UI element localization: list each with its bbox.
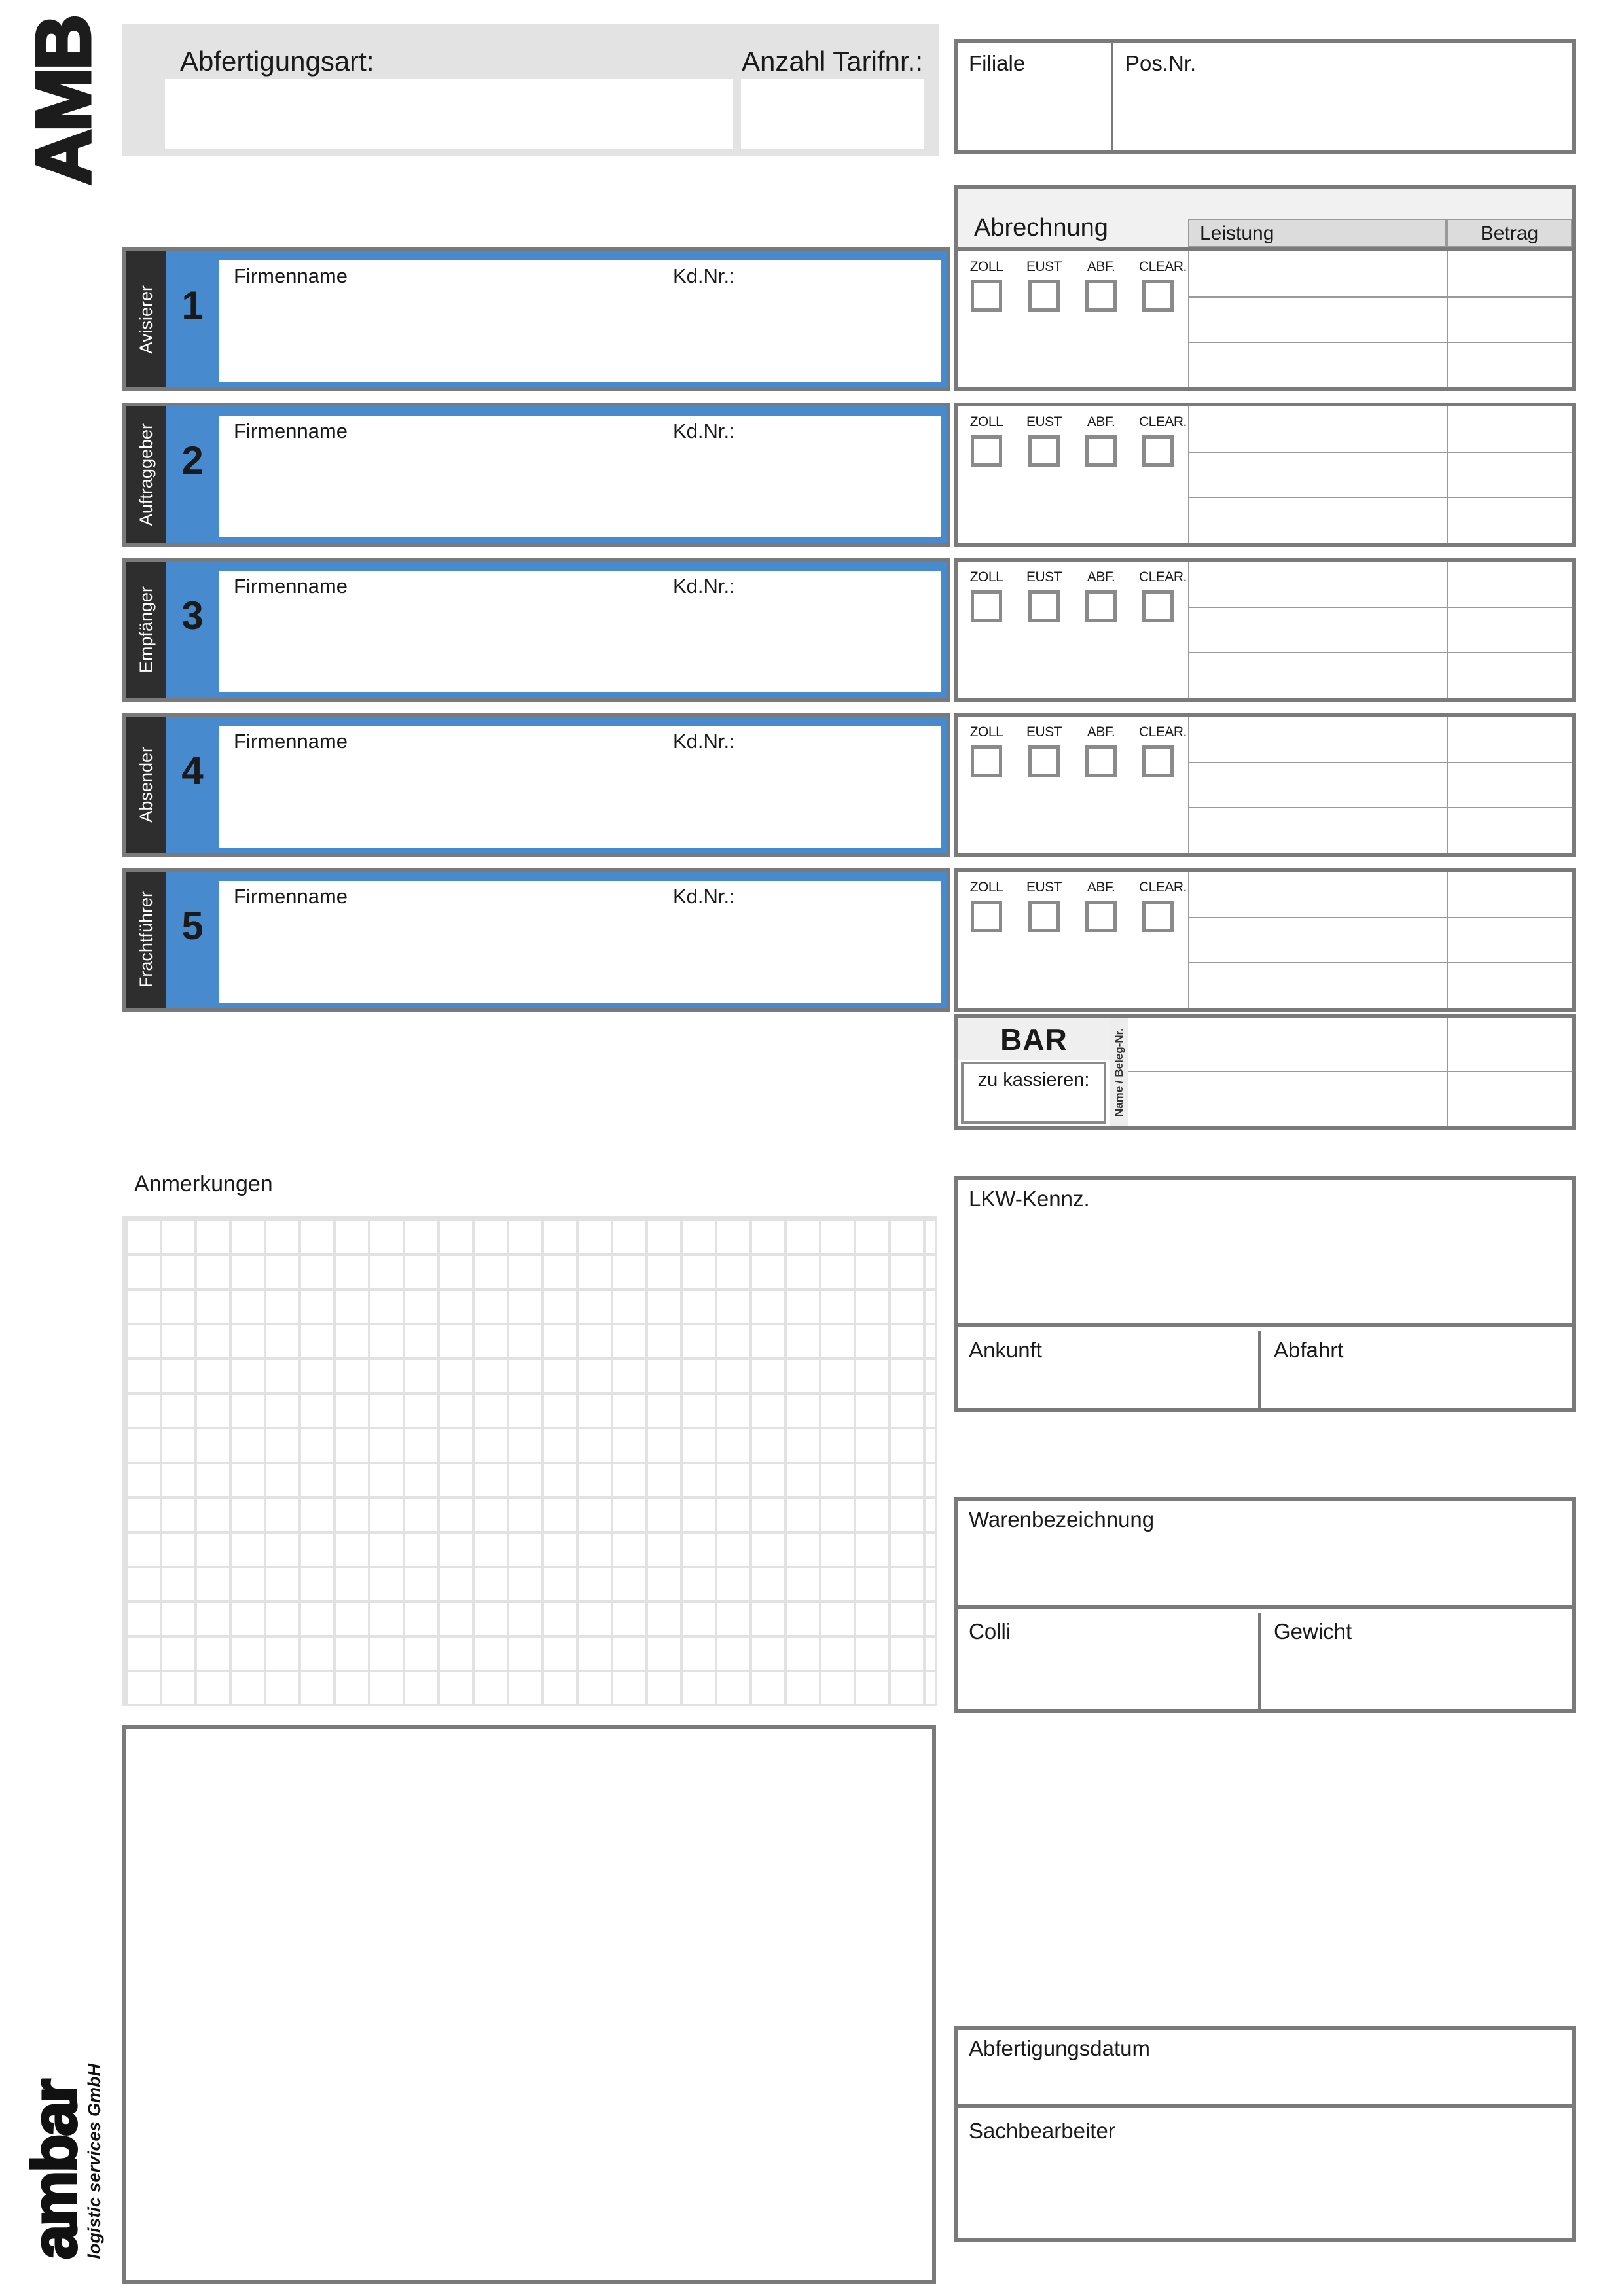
leistung-divider <box>1188 406 1189 543</box>
clear-checkbox[interactable] <box>1142 280 1174 312</box>
eust-label: EUST <box>1026 880 1062 895</box>
notes-box[interactable] <box>122 1725 936 2284</box>
ambar-logo <box>20 1998 105 2259</box>
clear-checkbox[interactable] <box>1142 901 1174 932</box>
abf-label: ABF. <box>1087 414 1115 429</box>
party-address-field[interactable] <box>219 881 941 1003</box>
party-role-label: Empfänger <box>135 586 156 673</box>
eust-checkbox[interactable] <box>1028 901 1060 932</box>
eust-label: EUST <box>1026 569 1062 584</box>
party-role-tab <box>126 406 166 543</box>
party-role-label: Avisierer <box>135 285 156 354</box>
abfahrt-label: Abfahrt <box>1274 1338 1344 1362</box>
abfertigungsdatum-label: Abfertigungsdatum <box>969 2036 1151 2060</box>
anmerkungen-grid[interactable] <box>122 1216 937 1706</box>
kdnr-label: Kd.Nr.: <box>673 420 735 442</box>
party-address-field[interactable] <box>219 571 941 692</box>
anmerkungen-label: Anmerkungen <box>134 1172 273 1196</box>
party-address-field[interactable] <box>219 416 941 537</box>
abrechnung-block-1 <box>954 247 1576 391</box>
abf-checkbox[interactable] <box>1085 745 1117 777</box>
party-row-frachtfuehrer <box>122 868 950 1012</box>
leistung-divider <box>1188 251 1189 387</box>
party-address-field[interactable] <box>219 726 941 848</box>
zoll-label: ZOLL <box>969 880 1003 895</box>
gewicht-field[interactable] <box>1263 1613 1572 1709</box>
clear-label: CLEAR. <box>1139 880 1187 895</box>
party-role-tab <box>126 562 166 698</box>
anzahl-tarifnr-label: Anzahl Tarifnr.: <box>741 46 923 77</box>
abfertigung-section <box>954 2026 1576 2242</box>
party-role-tab <box>126 717 166 853</box>
clear-label: CLEAR. <box>1139 725 1187 740</box>
betrag-column-header: Betrag <box>1447 219 1572 247</box>
clear-checkbox[interactable] <box>1142 435 1174 467</box>
colli-label: Colli <box>969 1619 1011 1643</box>
row-divider <box>1188 807 1572 808</box>
abf-checkbox[interactable] <box>1085 435 1117 467</box>
kdnr-label: Kd.Nr.: <box>673 730 735 753</box>
abf-checkbox[interactable] <box>1085 590 1117 622</box>
party-number: 5 <box>181 904 204 948</box>
party-row-absender <box>122 713 950 857</box>
clear-label: CLEAR. <box>1139 414 1187 429</box>
abf-label: ABF. <box>1087 880 1115 895</box>
leistung-divider <box>1188 562 1189 698</box>
clear-checkbox[interactable] <box>1142 745 1174 777</box>
party-number: 3 <box>181 594 204 637</box>
abf-label: ABF. <box>1087 259 1115 274</box>
abrechnung-title: Abrechnung <box>974 214 1108 242</box>
betrag-divider <box>1447 251 1448 387</box>
ankunft-field[interactable] <box>958 1331 1261 1408</box>
lkw-kennz-label: LKW-Kennz. <box>969 1187 1090 1211</box>
firmenname-label: Firmenname <box>234 420 348 442</box>
party-number: 2 <box>181 439 204 482</box>
zoll-label: ZOLL <box>969 414 1003 429</box>
gewicht-label: Gewicht <box>1274 1619 1352 1643</box>
warenbezeichnung-field[interactable] <box>958 1501 1572 1609</box>
abfertigungsart-input[interactable] <box>165 79 733 149</box>
anzahl-tarifnr-input[interactable] <box>741 79 924 149</box>
party-role-label: Auftraggeber <box>135 423 156 526</box>
party-role-label: Absender <box>135 747 156 823</box>
row-divider <box>1188 497 1572 498</box>
name-beleg-strip <box>1110 1018 1128 1126</box>
abfertigung-panel <box>122 24 939 156</box>
colli-field[interactable] <box>958 1613 1261 1709</box>
eust-label: EUST <box>1026 259 1062 274</box>
zoll-label: ZOLL <box>969 259 1003 274</box>
abf-checkbox[interactable] <box>1085 280 1117 312</box>
row-divider <box>1188 917 1572 918</box>
firmenname-label: Firmenname <box>234 575 348 598</box>
eust-checkbox[interactable] <box>1028 745 1060 777</box>
zoll-checkbox[interactable] <box>971 901 1002 932</box>
lkw-kennz-field[interactable] <box>958 1180 1572 1327</box>
party-role-label: Frachtführer <box>135 891 156 988</box>
zoll-checkbox[interactable] <box>971 745 1002 777</box>
filiale-posnr-box <box>954 39 1576 154</box>
abf-label: ABF. <box>1087 569 1115 584</box>
ankunft-label: Ankunft <box>969 1338 1042 1362</box>
abrechnung-header <box>954 185 1576 251</box>
row-divider <box>1128 1071 1572 1072</box>
posnr-label: Pos.Nr. <box>1125 51 1197 75</box>
betrag-divider <box>1447 406 1448 543</box>
bar-section <box>954 1014 1576 1130</box>
ware-section <box>954 1497 1576 1713</box>
eust-checkbox[interactable] <box>1028 280 1060 312</box>
leistung-divider <box>1188 717 1189 853</box>
clear-checkbox[interactable] <box>1142 590 1174 622</box>
amb-logo-text: AMB <box>20 17 107 185</box>
betrag-divider <box>1447 1018 1448 1126</box>
clear-label: CLEAR. <box>1139 259 1187 274</box>
amb-logo <box>14 17 113 272</box>
zu-kassieren-label: zu kassieren: <box>977 1069 1090 1090</box>
zoll-label: ZOLL <box>969 725 1003 740</box>
leistung-divider <box>1188 872 1189 1008</box>
zoll-label: ZOLL <box>969 569 1003 584</box>
eust-label: EUST <box>1026 414 1062 429</box>
zoll-checkbox[interactable] <box>971 435 1002 467</box>
abfertigungsdatum-field[interactable] <box>958 2030 1572 2108</box>
betrag-divider <box>1447 872 1448 1008</box>
row-divider <box>1188 607 1572 608</box>
filiale-label: Filiale <box>969 51 1026 75</box>
party-role-tab <box>126 872 166 1008</box>
abf-checkbox[interactable] <box>1085 901 1117 932</box>
abf-label: ABF. <box>1087 725 1115 740</box>
sachbearbeiter-field[interactable] <box>958 2112 1572 2238</box>
betrag-divider <box>1447 717 1448 853</box>
ambar-logo-tagline: logistic services GmbH <box>84 2064 105 2259</box>
row-divider <box>1188 652 1572 653</box>
name-beleg-label: Name / Beleg-Nr. <box>1112 1028 1125 1117</box>
party-address-field[interactable] <box>219 260 941 382</box>
filiale-field[interactable] <box>958 43 1113 150</box>
party-role-tab <box>126 251 166 387</box>
abrechnung-block-5 <box>954 868 1576 1012</box>
ambar-logo-name: ambar <box>20 2080 90 2259</box>
clear-label: CLEAR. <box>1139 569 1187 584</box>
party-number: 4 <box>181 749 204 793</box>
row-divider <box>1188 296 1572 298</box>
abrechnung-block-2 <box>954 403 1576 547</box>
abrechnung-block-3 <box>954 558 1576 702</box>
party-number: 1 <box>181 283 204 327</box>
lkw-section <box>954 1176 1576 1412</box>
zoll-checkbox[interactable] <box>971 280 1002 312</box>
abfertigungsart-label: Abfertigungsart: <box>180 46 374 77</box>
row-divider <box>1188 342 1572 343</box>
abfahrt-field[interactable] <box>1263 1331 1572 1408</box>
betrag-divider <box>1447 562 1448 698</box>
party-row-auftraggeber <box>122 403 950 547</box>
firmenname-label: Firmenname <box>234 885 348 908</box>
row-divider <box>1188 762 1572 763</box>
eust-label: EUST <box>1026 725 1062 740</box>
leistung-column-header: Leistung <box>1188 219 1447 247</box>
firmenname-label: Firmenname <box>234 264 348 287</box>
kdnr-label: Kd.Nr.: <box>673 575 735 598</box>
row-divider <box>1188 452 1572 453</box>
warenbezeichnung-label: Warenbezeichnung <box>969 1507 1155 1532</box>
zoll-checkbox[interactable] <box>971 590 1002 622</box>
kdnr-label: Kd.Nr.: <box>673 885 735 908</box>
bar-title: BAR <box>958 1018 1110 1060</box>
eust-checkbox[interactable] <box>1028 590 1060 622</box>
party-row-empfaenger <box>122 558 950 702</box>
zu-kassieren-field[interactable] <box>961 1062 1106 1124</box>
row-divider <box>1188 962 1572 963</box>
kdnr-label: Kd.Nr.: <box>673 264 735 287</box>
sachbearbeiter-label: Sachbearbeiter <box>969 2119 1115 2143</box>
posnr-field[interactable] <box>1113 43 1572 150</box>
firmenname-label: Firmenname <box>234 730 348 753</box>
eust-checkbox[interactable] <box>1028 435 1060 467</box>
abrechnung-block-4 <box>954 713 1576 857</box>
party-row-avisierer <box>122 247 950 391</box>
